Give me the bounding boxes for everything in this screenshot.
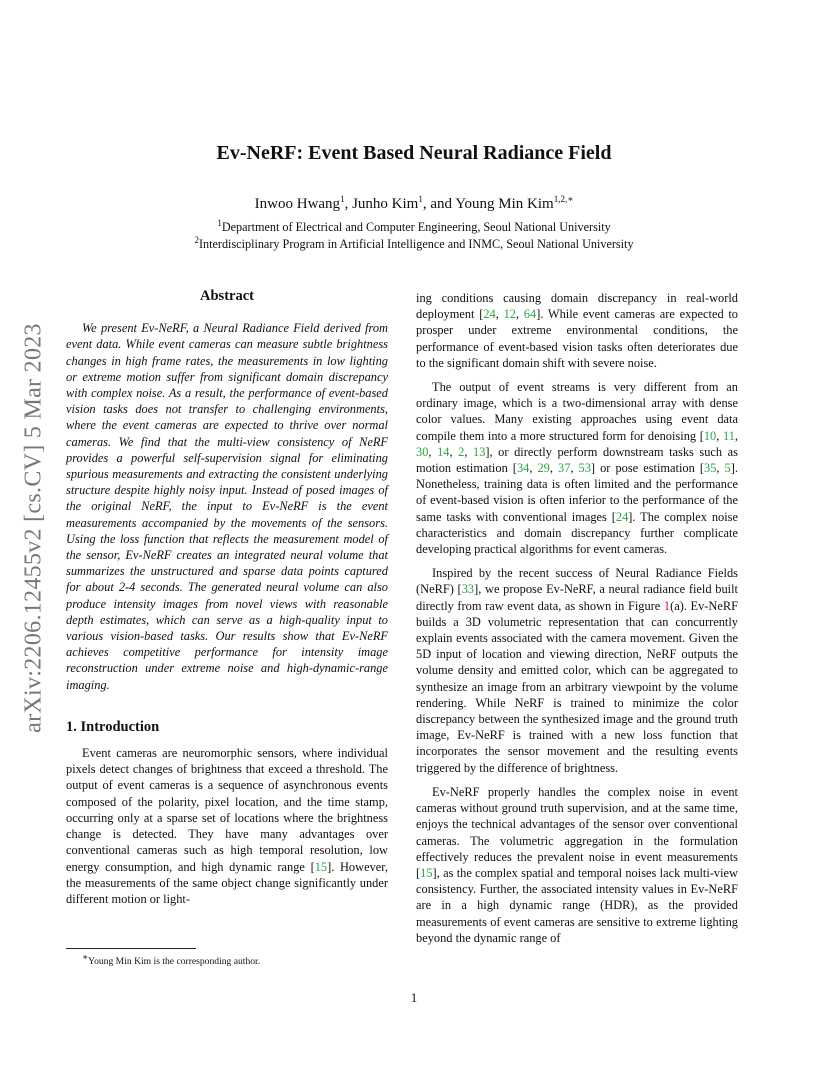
affiliation-text: Interdisciplinary Program in Artificial Intelligence and INMC, Seoul National University bbox=[198, 237, 634, 252]
page-number: 1 bbox=[410, 990, 418, 1005]
citation-link[interactable]: 11 bbox=[722, 428, 735, 443]
citation-link[interactable]: 14 bbox=[437, 444, 450, 459]
citation-link[interactable]: 2 bbox=[458, 444, 465, 459]
affiliation-text: Department of Electrical and Computer Engineering, Seoul National University bbox=[221, 220, 611, 235]
author-affil-sup: 1 bbox=[340, 194, 345, 204]
affiliation-2 bbox=[0, 235, 828, 252]
citation-link[interactable]: 12 bbox=[503, 307, 516, 322]
figure-link[interactable]: 1 bbox=[663, 598, 671, 613]
affiliation-1 bbox=[0, 218, 828, 235]
abstract-heading: Abstract bbox=[200, 288, 254, 304]
author-affil-sup: 1,2,∗ bbox=[553, 194, 574, 204]
body-paragraph: The output of event streams is very different from an ordinary image, which is a two-dimensional array with dense color values. Many existing approaches using event data compile them into a more structured form for denoising [10, 11, 30, 14, 2, 13], or directly perform downstream tasks such as motion estimation [34, 29, 37, 53] or pose estimation [35, 5]. Nonetheless, training data is often limited and the performance of event-based vision is often inferior to the performance of the same tasks with conventional images [24]. The complex noise characteristics and domain discrepancy further complicate developing practical algorithms for event cameras. bbox=[416, 380, 739, 557]
citation-link[interactable]: 24 bbox=[615, 509, 629, 524]
author-name: Young Min Kim bbox=[455, 196, 554, 212]
footnote-rule bbox=[66, 948, 196, 949]
citation-link[interactable]: 30 bbox=[416, 444, 429, 459]
footnote bbox=[82, 952, 260, 967]
body-paragraph: Ev-NeRF properly handles the complex noise in event cameras without ground truth supervision, and at the same time, enjoys the technical advantages of the sensor over conventional cameras. The volumetric aggregation in the formulation effectively reduces the prevalent noise in event measurements [15], as the complex spatial and temporal noises lack multi-view consistency. Further, the associated intensity values in Ev-NeRF are in a high dynamic range (HDR), as the provided measurements of event cameras are sensitive to extreme lighting beyond the dynamic range of bbox=[416, 784, 738, 945]
citation-link[interactable]: 64 bbox=[523, 307, 537, 322]
citation-link[interactable]: 34 bbox=[516, 461, 530, 476]
citation-link[interactable]: 35 bbox=[704, 461, 717, 476]
citation-link[interactable]: 29 bbox=[537, 461, 550, 476]
affiliation-sup: 2 bbox=[194, 235, 199, 245]
paper-title: Ev-NeRF: Event Based Neural Radiance Field bbox=[216, 142, 612, 164]
citation-link[interactable]: 10 bbox=[703, 428, 717, 443]
author-separator: , and bbox=[422, 196, 456, 212]
citation-link[interactable]: 37 bbox=[558, 461, 571, 476]
author-separator: , bbox=[344, 196, 353, 212]
abstract-text: We present Ev-NeRF, a Neural Radiance Field derived from event data. While event cameras can measure subtle brightness changes in high frame rates, the measurements in low lighting or extreme motion suffer from significant domain discrepancy with complex noise. As a result, the performance of event-based vision tasks does not transfer to challenging environments, where the event cameras are expected to thrive over normal cameras. We find that the multi-view consistency of NeRF provides a powerful self-supervision signal for eliminating spurious measurements and extracting the consistent underlying structure despite highly noisy input. Instead of posed images of the original NeRF, the input to Ev-NeRF is the event measurements accompanied by the movements of the sensors. Using the loss function that reflects the measurement model of the sensor, Ev-NeRF creates an integrated neural volume that summarizes the unstructured and sparse data points captured for about 2-4 seconds. The generated neural volume can also produce intensity images from novel views with reasonable depth estimates, which can serve as a high-quality input to various vision-based tasks. Our results show that Ev-NeRF achieves competitive performance for intensity image reconstruction under extreme noise and high-dynamic-range imaging. bbox=[66, 321, 388, 692]
author-affil-sup: 1 bbox=[418, 194, 423, 204]
left-column bbox=[66, 288, 388, 915]
affiliation-sup: 1 bbox=[217, 218, 222, 228]
citation-link[interactable]: 5 bbox=[724, 461, 731, 476]
citation-link[interactable]: 33 bbox=[461, 582, 475, 597]
citation-link[interactable]: 24 bbox=[483, 307, 496, 322]
citation-link[interactable]: 15 bbox=[420, 865, 433, 880]
footnote-text: Young Min Kim is the corresponding author. bbox=[88, 956, 261, 968]
right-column bbox=[416, 290, 738, 954]
body-paragraph: ing conditions causing domain discrepancy in real-world deployment [24, 12, 64]. While event cameras are expected to prosper under extreme environmental conditions, the performance of event-based vision tasks often deteriorates due to the significant domain shift with severe noise. bbox=[416, 291, 738, 370]
arxiv-stamp bbox=[14, 290, 54, 766]
citation-link[interactable]: 15 bbox=[314, 859, 328, 874]
author-line bbox=[0, 194, 828, 213]
footnote-marker: ∗ bbox=[82, 952, 89, 962]
body-paragraph: Inspired by the recent success of Neural Radiance Fields (NeRF) [33], we propose Ev-NeRF, a neural radiance field built directly from raw event data, as shown in Figure 1(a). Ev-NeRF builds a 3D volumetric representation that can concurrently explain events associated with the camera movement. Given the 5D input of location and viewing direction, NeRF outputs the volume density and emitted color, which can be aggregated to synthesize an image from an arbitrary viewpoint by the volume rendering. While NeRF is trained to minimize the color discrepancy between the synthesized image and the ground truth image, Ev-NeRF is trained with a new loss function that incorporates the sensor movement and the resulting events triggered by the difference of brightness. bbox=[416, 566, 738, 775]
intro-paragraph: Event cameras are neuromorphic sensors, where individual pixels detect changes of brightness that exceed a threshold. The output of event cameras is a sequence of asynchronous events composed of the polarity, pixel location, and the time stamp, occurring only at a sparse set of locations where the brightness change is detected. They have many advantages over conventional cameras such as high temporal resolution, low energy consumption, and high dynamic range [15]. However, the measurements of the same object change significantly under different motion or light- bbox=[66, 746, 388, 906]
citation-link[interactable]: 53 bbox=[578, 461, 591, 476]
author-name: Junho Kim bbox=[352, 196, 419, 212]
author-name: Inwoo Hwang bbox=[254, 196, 341, 212]
section-heading-introduction: 1. Introduction bbox=[66, 718, 160, 735]
arxiv-stamp-text: arXiv:2206.12455v2 [cs.CV] 5 Mar 2023 bbox=[20, 323, 47, 733]
citation-link[interactable]: 13 bbox=[473, 444, 486, 459]
